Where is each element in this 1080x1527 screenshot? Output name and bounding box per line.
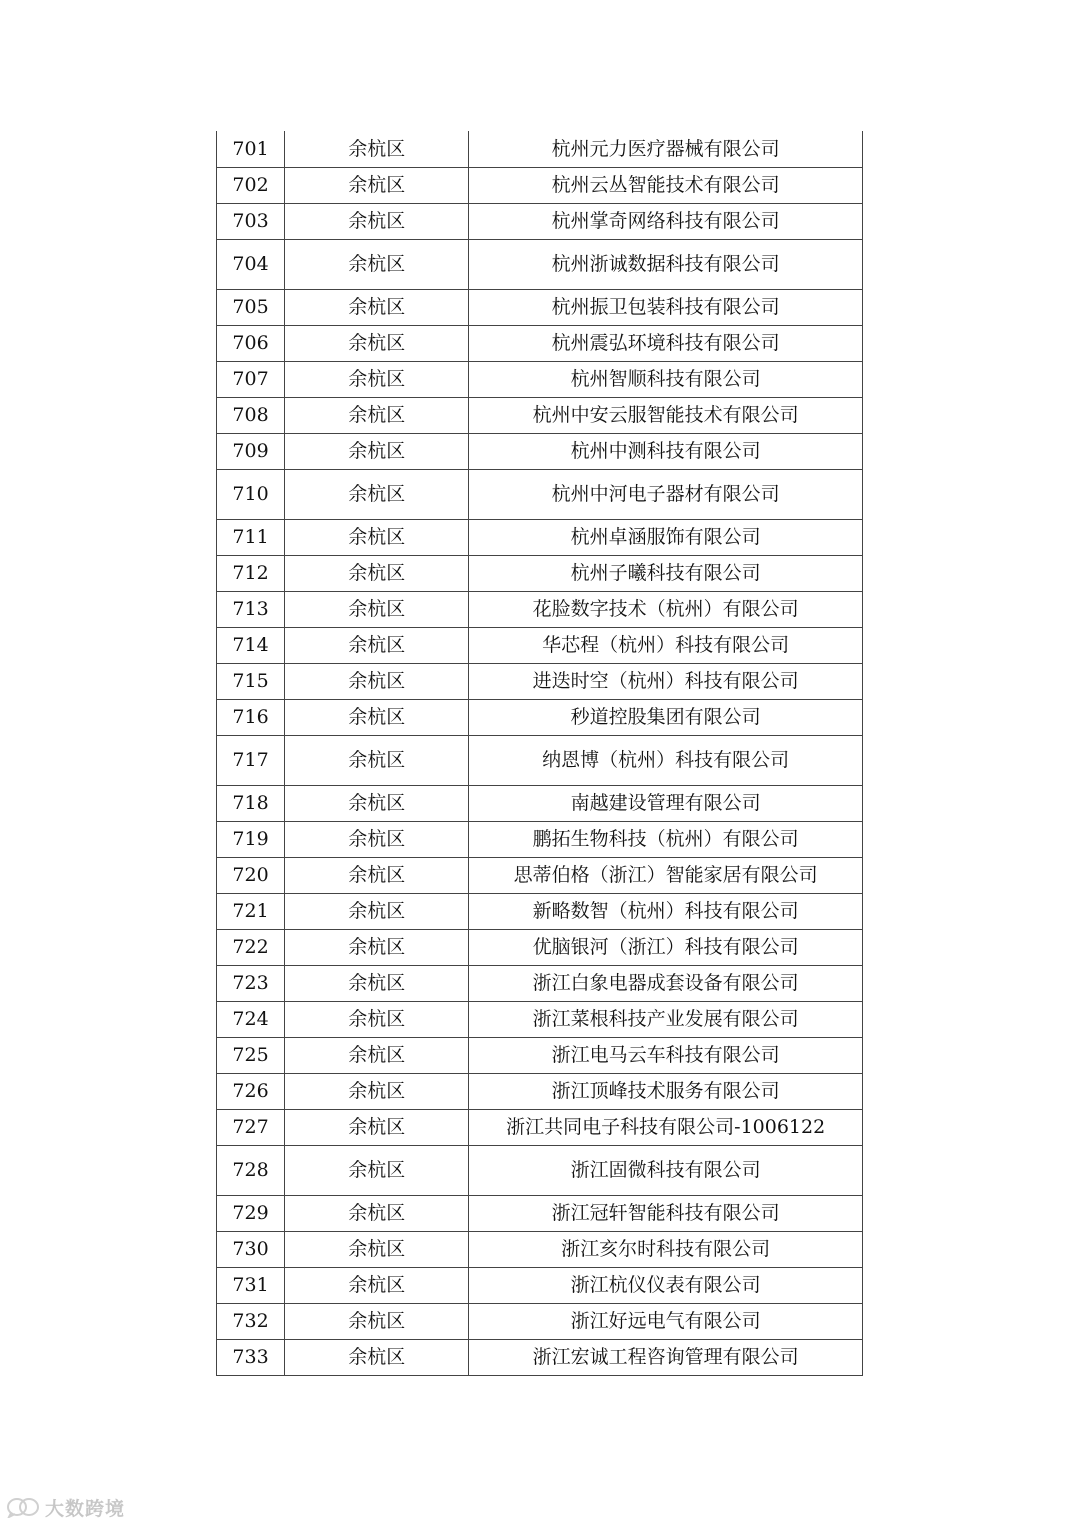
table-body (217, 131, 863, 1375)
table-row (217, 397, 863, 433)
company-name-cell: 杭州振卫包装科技有限公司 (469, 289, 863, 325)
district-cell: 余杭区 (285, 519, 469, 555)
table-row (217, 239, 863, 289)
table-row (217, 735, 863, 785)
district-cell: 余杭区 (285, 1001, 469, 1037)
table-row (217, 289, 863, 325)
row-number-cell: 723 (217, 965, 285, 1001)
company-name-cell: 花脸数字技术（杭州）有限公司 (469, 591, 863, 627)
company-name-cell: 浙江宏诚工程咨询管理有限公司 (469, 1339, 863, 1375)
company-list-table (216, 131, 863, 1376)
district-cell: 余杭区 (285, 167, 469, 203)
row-number-cell: 709 (217, 433, 285, 469)
company-name-cell: 思蒂伯格（浙江）智能家居有限公司 (469, 857, 863, 893)
company-name-cell: 浙江固微科技有限公司 (469, 1145, 863, 1195)
company-name-cell: 浙江冠轩智能科技有限公司 (469, 1195, 863, 1231)
district-cell: 余杭区 (285, 1037, 469, 1073)
row-number-cell: 724 (217, 1001, 285, 1037)
company-name-cell: 新略数智（杭州）科技有限公司 (469, 893, 863, 929)
district-cell: 余杭区 (285, 1339, 469, 1375)
company-name-cell: 鹏拓生物科技（杭州）有限公司 (469, 821, 863, 857)
row-number-cell: 701 (217, 131, 285, 167)
district-cell: 余杭区 (285, 1195, 469, 1231)
district-cell: 余杭区 (285, 325, 469, 361)
company-name-cell: 优脑银河（浙江）科技有限公司 (469, 929, 863, 965)
row-number-cell: 710 (217, 469, 285, 519)
company-name-cell: 浙江杭仪仪表有限公司 (469, 1267, 863, 1303)
company-name-cell: 浙江白象电器成套设备有限公司 (469, 965, 863, 1001)
district-cell: 余杭区 (285, 1231, 469, 1267)
district-cell: 余杭区 (285, 1267, 469, 1303)
row-number-cell: 714 (217, 627, 285, 663)
company-name-cell: 杭州震弘环境科技有限公司 (469, 325, 863, 361)
row-number-cell: 729 (217, 1195, 285, 1231)
row-number-cell: 711 (217, 519, 285, 555)
table-row (217, 1073, 863, 1109)
row-number-cell: 720 (217, 857, 285, 893)
company-name-cell: 杭州浙诚数据科技有限公司 (469, 239, 863, 289)
company-name-cell: 纳恩博（杭州）科技有限公司 (469, 735, 863, 785)
company-name-cell: 杭州中河电子器材有限公司 (469, 469, 863, 519)
company-name-cell: 浙江亥尔时科技有限公司 (469, 1231, 863, 1267)
table-row (217, 1231, 863, 1267)
district-cell: 余杭区 (285, 433, 469, 469)
table-row (217, 965, 863, 1001)
watermark (6, 1495, 125, 1519)
district-cell: 余杭区 (285, 131, 469, 167)
company-name-cell: 进迭时空（杭州）科技有限公司 (469, 663, 863, 699)
table-row (217, 203, 863, 239)
table-row (217, 131, 863, 167)
table-row (217, 1109, 863, 1145)
company-name-cell: 杭州中安云服智能技术有限公司 (469, 397, 863, 433)
row-number-cell: 715 (217, 663, 285, 699)
district-cell: 余杭区 (285, 699, 469, 735)
district-cell: 余杭区 (285, 965, 469, 1001)
row-number-cell: 704 (217, 239, 285, 289)
row-number-cell: 722 (217, 929, 285, 965)
district-cell: 余杭区 (285, 893, 469, 929)
row-number-cell: 718 (217, 785, 285, 821)
table-row (217, 1267, 863, 1303)
table-row (217, 519, 863, 555)
table-row (217, 433, 863, 469)
row-number-cell: 727 (217, 1109, 285, 1145)
row-number-cell: 702 (217, 167, 285, 203)
company-name-cell: 杭州智顺科技有限公司 (469, 361, 863, 397)
district-cell: 余杭区 (285, 1303, 469, 1339)
company-name-cell: 杭州云丛智能技术有限公司 (469, 167, 863, 203)
row-number-cell: 712 (217, 555, 285, 591)
table-row (217, 591, 863, 627)
company-name-cell: 浙江共同电子科技有限公司-1006122 (469, 1109, 863, 1145)
table-row (217, 469, 863, 519)
district-cell: 余杭区 (285, 735, 469, 785)
district-cell: 余杭区 (285, 203, 469, 239)
row-number-cell: 719 (217, 821, 285, 857)
company-name-cell: 浙江菜根科技产业发展有限公司 (469, 1001, 863, 1037)
district-cell: 余杭区 (285, 239, 469, 289)
row-number-cell: 733 (217, 1339, 285, 1375)
table-row (217, 555, 863, 591)
company-name-cell: 杭州中测科技有限公司 (469, 433, 863, 469)
table-row (217, 699, 863, 735)
table-row (217, 361, 863, 397)
company-name-cell: 杭州子曦科技有限公司 (469, 555, 863, 591)
district-cell: 余杭区 (285, 1145, 469, 1195)
district-cell: 余杭区 (285, 857, 469, 893)
table-row (217, 1001, 863, 1037)
district-cell: 余杭区 (285, 469, 469, 519)
district-cell: 余杭区 (285, 591, 469, 627)
table-row (217, 1195, 863, 1231)
table-row (217, 1303, 863, 1339)
table-row (217, 785, 863, 821)
row-number-cell: 717 (217, 735, 285, 785)
row-number-cell: 732 (217, 1303, 285, 1339)
row-number-cell: 705 (217, 289, 285, 325)
district-cell: 余杭区 (285, 1073, 469, 1109)
row-number-cell: 706 (217, 325, 285, 361)
company-name-cell: 浙江顶峰技术服务有限公司 (469, 1073, 863, 1109)
company-name-cell: 杭州元力医疗器械有限公司 (469, 131, 863, 167)
district-cell: 余杭区 (285, 663, 469, 699)
company-name-cell: 南越建设管理有限公司 (469, 785, 863, 821)
company-name-cell: 浙江电马云车科技有限公司 (469, 1037, 863, 1073)
chat-bubble-icon (6, 1496, 40, 1518)
company-name-cell: 杭州卓涵服饰有限公司 (469, 519, 863, 555)
table-row (217, 1145, 863, 1195)
row-number-cell: 703 (217, 203, 285, 239)
company-name-cell: 华芯程（杭州）科技有限公司 (469, 627, 863, 663)
district-cell: 余杭区 (285, 821, 469, 857)
table-row (217, 627, 863, 663)
district-cell: 余杭区 (285, 555, 469, 591)
district-cell: 余杭区 (285, 397, 469, 433)
table-row (217, 929, 863, 965)
district-cell: 余杭区 (285, 785, 469, 821)
table-row (217, 1037, 863, 1073)
district-cell: 余杭区 (285, 361, 469, 397)
row-number-cell: 716 (217, 699, 285, 735)
table-row (217, 893, 863, 929)
row-number-cell: 726 (217, 1073, 285, 1109)
table-row (217, 1339, 863, 1375)
row-number-cell: 713 (217, 591, 285, 627)
watermark-text: 大数跨境 (45, 1497, 126, 1520)
district-cell: 余杭区 (285, 929, 469, 965)
row-number-cell: 708 (217, 397, 285, 433)
row-number-cell: 728 (217, 1145, 285, 1195)
table-row (217, 167, 863, 203)
row-number-cell: 721 (217, 893, 285, 929)
row-number-cell: 731 (217, 1267, 285, 1303)
table-row (217, 663, 863, 699)
row-number-cell: 707 (217, 361, 285, 397)
row-number-cell: 725 (217, 1037, 285, 1073)
district-cell: 余杭区 (285, 627, 469, 663)
district-cell: 余杭区 (285, 289, 469, 325)
table-row (217, 821, 863, 857)
table-row (217, 857, 863, 893)
row-number-cell: 730 (217, 1231, 285, 1267)
company-name-cell: 浙江好远电气有限公司 (469, 1303, 863, 1339)
table-row (217, 325, 863, 361)
company-name-cell: 杭州掌奇网络科技有限公司 (469, 203, 863, 239)
district-cell: 余杭区 (285, 1109, 469, 1145)
company-name-cell: 秒道控股集团有限公司 (469, 699, 863, 735)
